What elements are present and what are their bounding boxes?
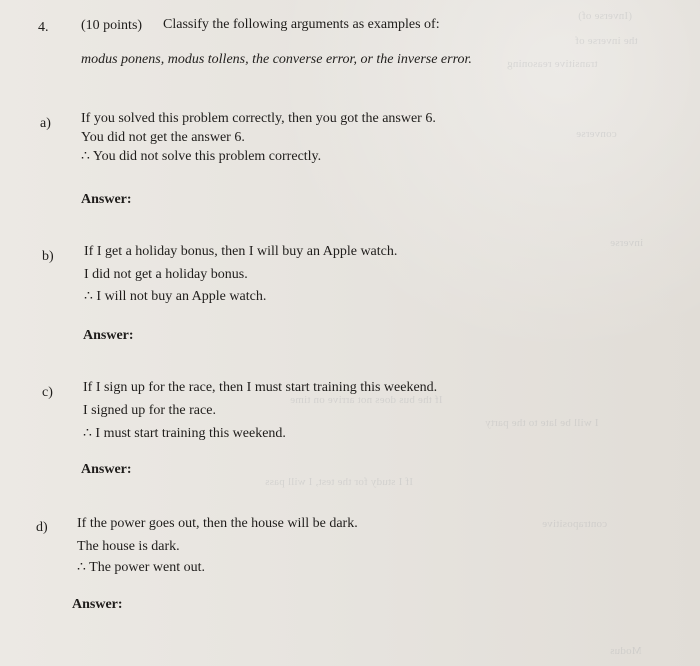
bleed-through-text: the inverse of bbox=[575, 35, 638, 47]
bleed-through-text: I will be late to the party bbox=[485, 417, 599, 429]
part-d-label: d) bbox=[36, 520, 48, 535]
problem-instruction-line-1: Classify the following arguments as examples of: bbox=[163, 17, 440, 32]
part-a-line-2: You did not get the answer 6. bbox=[81, 130, 245, 145]
part-b-line-2: I did not get a holiday bonus. bbox=[84, 267, 248, 282]
part-c-line-1: If I sign up for the race, then I must start training this weekend. bbox=[83, 380, 438, 395]
part-a-answer-label: Answer: bbox=[81, 192, 132, 207]
bleed-through-text: If the bus does not arrive on time bbox=[290, 394, 443, 406]
part-b-line-3: ∴ I will not buy an Apple watch. bbox=[84, 289, 267, 304]
part-a-label: a) bbox=[40, 116, 51, 131]
problem-instruction-line-2: modus ponens, modus tollens, the converse error, or the inverse error. bbox=[81, 52, 472, 67]
problem-number: 4. bbox=[38, 20, 49, 35]
bleed-through-text: converse bbox=[576, 128, 617, 140]
bleed-through-text: If I study for the test, I will pass bbox=[265, 476, 414, 488]
part-d-line-3: ∴ The power went out. bbox=[77, 560, 206, 575]
bleed-through-text: inverse bbox=[610, 237, 644, 249]
part-c-label: c) bbox=[42, 385, 53, 400]
part-d-answer-label: Answer: bbox=[72, 597, 123, 612]
bleed-through-text: transitive reasoning bbox=[507, 58, 598, 70]
part-b-answer-label: Answer: bbox=[83, 328, 134, 343]
bleed-through-text: Modus bbox=[610, 645, 642, 657]
part-c-line-2: I signed up for the race. bbox=[83, 403, 216, 418]
part-a-line-3: ∴ You did not solve this problem correctly. bbox=[81, 149, 322, 164]
problem-points: (10 points) bbox=[81, 18, 143, 33]
part-b-line-1: If I get a holiday bonus, then I will buy an Apple watch. bbox=[84, 244, 398, 259]
bleed-through-text: contrapositive bbox=[542, 518, 608, 530]
part-b-label: b) bbox=[42, 249, 54, 264]
bleed-through-text: (Inverse of) bbox=[578, 10, 633, 22]
part-d-line-2: The house is dark. bbox=[77, 539, 180, 554]
part-d-line-1: If the power goes out, then the house will be dark. bbox=[77, 516, 358, 531]
part-c-answer-label: Answer: bbox=[81, 462, 132, 477]
part-a-line-1: If you solved this problem correctly, then you got the answer 6. bbox=[81, 111, 436, 126]
part-c-line-3: ∴ I must start training this weekend. bbox=[83, 426, 286, 441]
